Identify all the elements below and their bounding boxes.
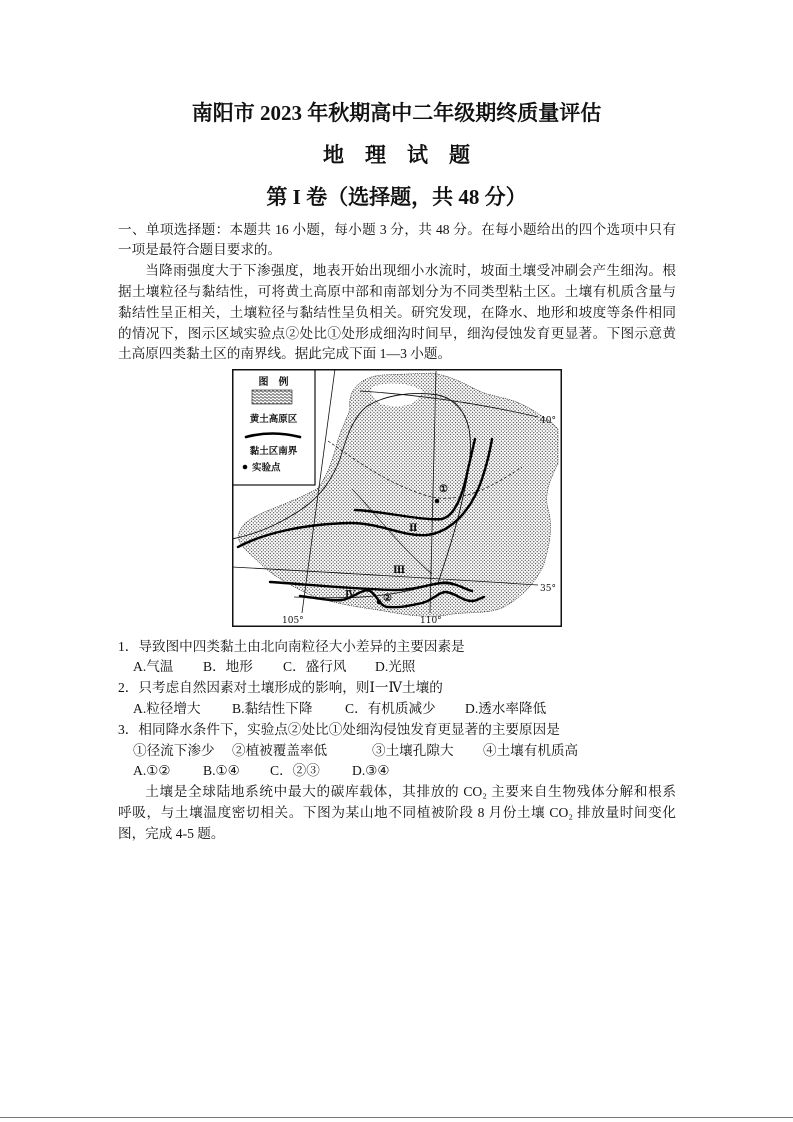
latitude-label-40: 40° (540, 416, 556, 426)
passage-line: 土高原四类黏土区的南界线。据此完成下面 1—3 小题。 (118, 346, 452, 362)
longitude-label-110: 110° (420, 616, 442, 626)
legend-point-label: 实验点 (252, 462, 281, 474)
page-bottom-rule (0, 1117, 793, 1118)
legend-title: 图 例 (258, 377, 289, 388)
passage-line: 当降雨强度大于下渗强度，地表开始出现细小水流时，坡面土壤受冲刷会产生细沟。根 (145, 263, 676, 279)
question-2-option-d: D.透水率降低 (465, 700, 547, 716)
legend-boundary-label: 黏土区南界 (249, 446, 298, 457)
passage-line: 图，完成 4-5 题。 (118, 825, 225, 841)
reading-passage-1 (118, 261, 676, 365)
question-3-option-b: B.①④ (203, 763, 240, 779)
passage-line: 据土壤粒径与黏结性，可将黄土高原中部和南部划分为不同类型粘土区。土壤有机质含量与 (118, 283, 676, 299)
passage-line: 的情况下，图示区域实验点②处比①处形成细沟时间早，细沟侵蚀发育更显著。下图示意黄 (118, 325, 676, 341)
question-3-option-d: D.③④ (352, 763, 390, 779)
zone-label-3: Ⅲ (393, 565, 406, 576)
legend-loess-swatch (252, 390, 292, 404)
passage-line: 黏结性呈正相关，土壤粒径与黏结性呈负相关。研究发现，在降水、地形和坡度等条件相同 (118, 304, 676, 320)
map-legend (232, 369, 315, 485)
question-3-stem: 3．相同降水条件下，实验点②处比①处细沟侵蚀发育更显著的主要原因是 (118, 721, 560, 737)
subject-title: 地 理 试 题 (323, 143, 470, 167)
experiment-point-1-dot (435, 499, 440, 504)
questions (118, 637, 676, 783)
loess-plateau-map (232, 369, 562, 627)
question-2-options (118, 699, 676, 720)
legend-point-dot (243, 465, 248, 470)
experiment-point-2-label: ② (383, 593, 392, 604)
question-2-option-b: B.黏结性下降 (232, 700, 313, 716)
instructions-line: 一项是最符合题目要求的。 (118, 242, 282, 258)
question-3-statement-2: ②植被覆盖率低 (232, 742, 328, 758)
reading-passage-2 (118, 782, 676, 844)
legend-loess-label: 黄土高原区 (249, 414, 298, 425)
zone-label-4: Ⅳ (345, 590, 356, 600)
question-3-option-a: A.①② (133, 763, 171, 779)
question-3-option-c: C．②③ (270, 763, 320, 779)
exam-title: 南阳市 2023 年秋期高中二年级期终质量评估 (191, 101, 602, 125)
question-3-statement-4: ④土壤有机质高 (483, 742, 579, 758)
question-2-stem: 2．只考虑自然因素对土壤形成的影响，则Ⅰ一Ⅳ土壤的 (118, 680, 443, 696)
question-1-option-d: D.光照 (375, 659, 416, 675)
zone-label-2: Ⅱ (409, 523, 418, 534)
question-1-options (118, 657, 676, 678)
section-title: 第 I 卷（选择题，共 48 分） (266, 185, 527, 209)
question-1-stem: 1．导致图中四类黏土由北向南粒径大小差异的主要因素是 (118, 638, 465, 654)
question-3-statement-3: ③土壤孔隙大 (372, 742, 454, 758)
question-1-option-c: C．盛行风 (283, 659, 347, 675)
experiment-point-2-dot (377, 600, 382, 605)
question-3-statements (118, 741, 676, 762)
question-1-option-a: A.气温 (133, 659, 174, 675)
latitude-label-35: 35° (540, 584, 556, 594)
experiment-point-1-label: ① (439, 484, 448, 495)
question-2-option-a: A.粒径增大 (133, 700, 201, 716)
question-2-option-c: C．有机质减少 (345, 700, 436, 716)
question-3-statement-1: ①径流下渗少 (133, 742, 215, 758)
question-3-options (118, 761, 676, 782)
longitude-label-105: 105° (282, 616, 304, 626)
passage-line: 土壤是全球陆地系统中最大的碳库载体，其排放的 CO₂ 主要来自生物残体分解和根系 (145, 784, 676, 800)
instructions-line: 一、单项选择题：本题共 16 小题，每小题 3 分，共 48 分。在每小题给出的四个选项中只有 (118, 221, 676, 237)
passage-line: 呼吸，与土壤温度密切相关。下图为某山地不同植被阶段 8 月份土壤 CO₂ 排放量时间变化 (118, 804, 676, 820)
question-1-option-b: B．地形 (203, 659, 253, 675)
instructions (118, 220, 676, 262)
